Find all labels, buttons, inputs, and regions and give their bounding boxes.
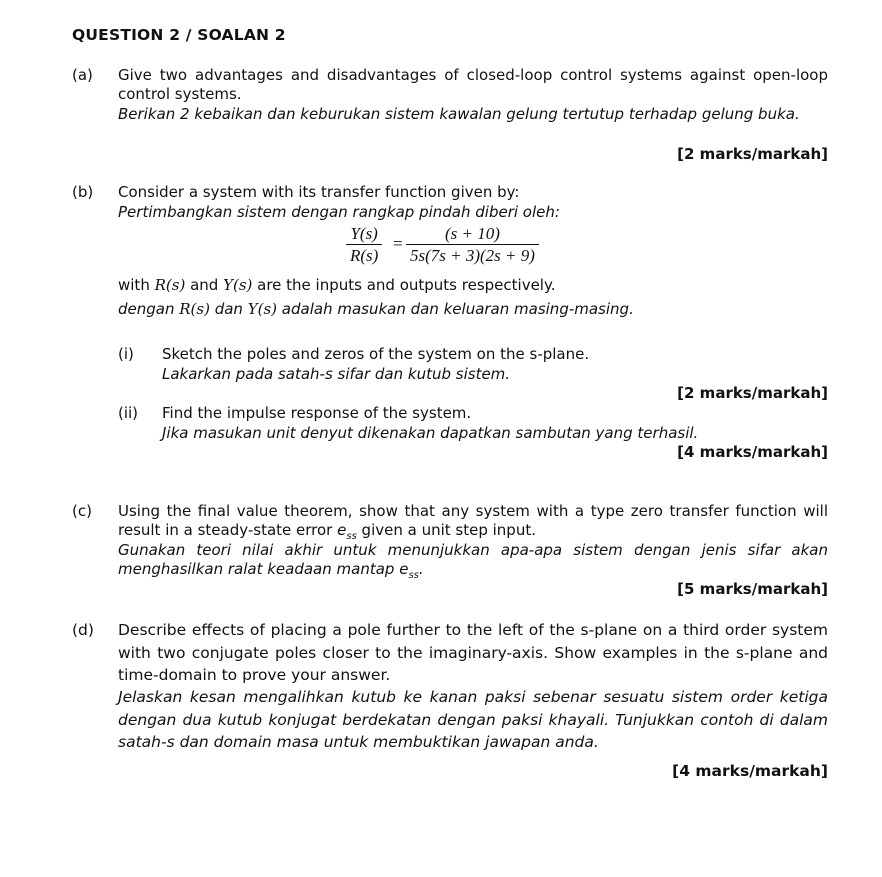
part-b-with-malay xyxy=(118,300,828,319)
transfer-function-rhs xyxy=(406,224,539,267)
part-a-marks: [2 marks/markah] xyxy=(677,145,828,163)
question-title: QUESTION 2 / SOALAN 2 xyxy=(72,26,286,44)
lhs-numerator: Y(s) xyxy=(350,224,378,243)
part-b-ii-malay: Jika masukan unit denyut dikenakan dapatkan sambutan yang terhasil. xyxy=(162,424,699,442)
text-fragment: dengan xyxy=(118,300,180,318)
part-b-ii-label: (ii) xyxy=(118,404,139,422)
input-symbol: R(s) xyxy=(154,276,186,294)
lhs-denominator: R(s) xyxy=(350,246,379,265)
part-c-malay xyxy=(118,541,828,585)
equals-sign: = xyxy=(393,234,403,253)
text-fragment: Using the final value theorem, show that any system with a type zero transfer function will result in a steady-state error xyxy=(118,502,828,539)
part-c-label: (c) xyxy=(72,502,92,520)
rhs-denominator: 5s(7s + 3)(2s + 9) xyxy=(410,246,535,265)
error-subscript: ss xyxy=(346,531,357,542)
part-d-english: Describe effects of placing a pole further to the left of the s-plane on a third order system with two conjugate poles closer to the imaginary-axis. Show examples in the s-plane and time-domain to prove your answer. xyxy=(118,621,828,684)
text-fragment: with xyxy=(118,276,155,294)
text-fragment: are the inputs and outputs respectively. xyxy=(252,276,556,294)
part-b-i-malay: Lakarkan pada satah-s sifar dan kutub sistem. xyxy=(162,365,511,383)
text-fragment: adalah masukan dan keluaran masing-masing. xyxy=(277,300,634,318)
output-symbol: Y(s) xyxy=(247,300,278,318)
part-c-english xyxy=(118,502,828,546)
part-c-marks: [5 marks/markah] xyxy=(677,580,828,598)
part-b-ii-marks: [4 marks/markah] xyxy=(677,443,828,461)
text-fragment: and xyxy=(185,276,224,294)
text-fragment: dan xyxy=(209,300,248,318)
error-symbol: e xyxy=(337,521,347,539)
part-b-intro-malay: Pertimbangkan sistem dengan rangkap pindah diberi oleh: xyxy=(118,203,560,221)
text-fragment: given a unit step input. xyxy=(356,521,536,539)
error-symbol: e xyxy=(399,560,409,578)
text-fragment: . xyxy=(418,560,424,578)
part-b-i-english: Sketch the poles and zeros of the system on the s-plane. xyxy=(162,345,590,363)
part-d-malay: Jelaskan kesan mengalihkan kutub ke kanan paksi sebenar sesuatu sistem order ketiga dengan dua kutub konjugat berdekatan dengan paksi khayali. Tunjukkan contoh di dalam satah-s dan domain masa untuk membuktikan jawapan anda. xyxy=(118,688,828,751)
input-symbol: R(s) xyxy=(179,300,210,318)
part-a-malay: Berikan 2 kebaikan dan keburukan sistem kawalan gelung tertutup terhadap gelung buka. xyxy=(118,105,800,123)
error-subscript: ss xyxy=(408,570,419,581)
rhs-numerator: (s + 10) xyxy=(445,224,500,243)
part-d-label: (d) xyxy=(72,621,94,639)
part-b-ii-english: Find the impulse response of the system. xyxy=(162,404,472,422)
part-b-label: (b) xyxy=(72,183,94,201)
part-b-i-marks: [2 marks/markah] xyxy=(677,384,828,402)
transfer-function-lhs xyxy=(346,224,382,267)
part-b-intro-english: Consider a system with its transfer function given by: xyxy=(118,183,520,201)
part-b-i-label: (i) xyxy=(118,345,134,363)
part-d-marks: [4 marks/markah] xyxy=(672,762,828,780)
part-a-english: Give two advantages and disadvantages of closed-loop control systems against open-loop control systems. xyxy=(118,66,828,103)
output-symbol: Y(s) xyxy=(223,276,253,294)
part-a-label: (a) xyxy=(72,66,93,84)
text-fragment: Gunakan teori nilai akhir untuk menunjukkan apa-apa sistem dengan jenis sifar akan menghasilkan ralat keadaan mantap xyxy=(118,541,828,578)
part-b-with-english xyxy=(118,276,828,295)
